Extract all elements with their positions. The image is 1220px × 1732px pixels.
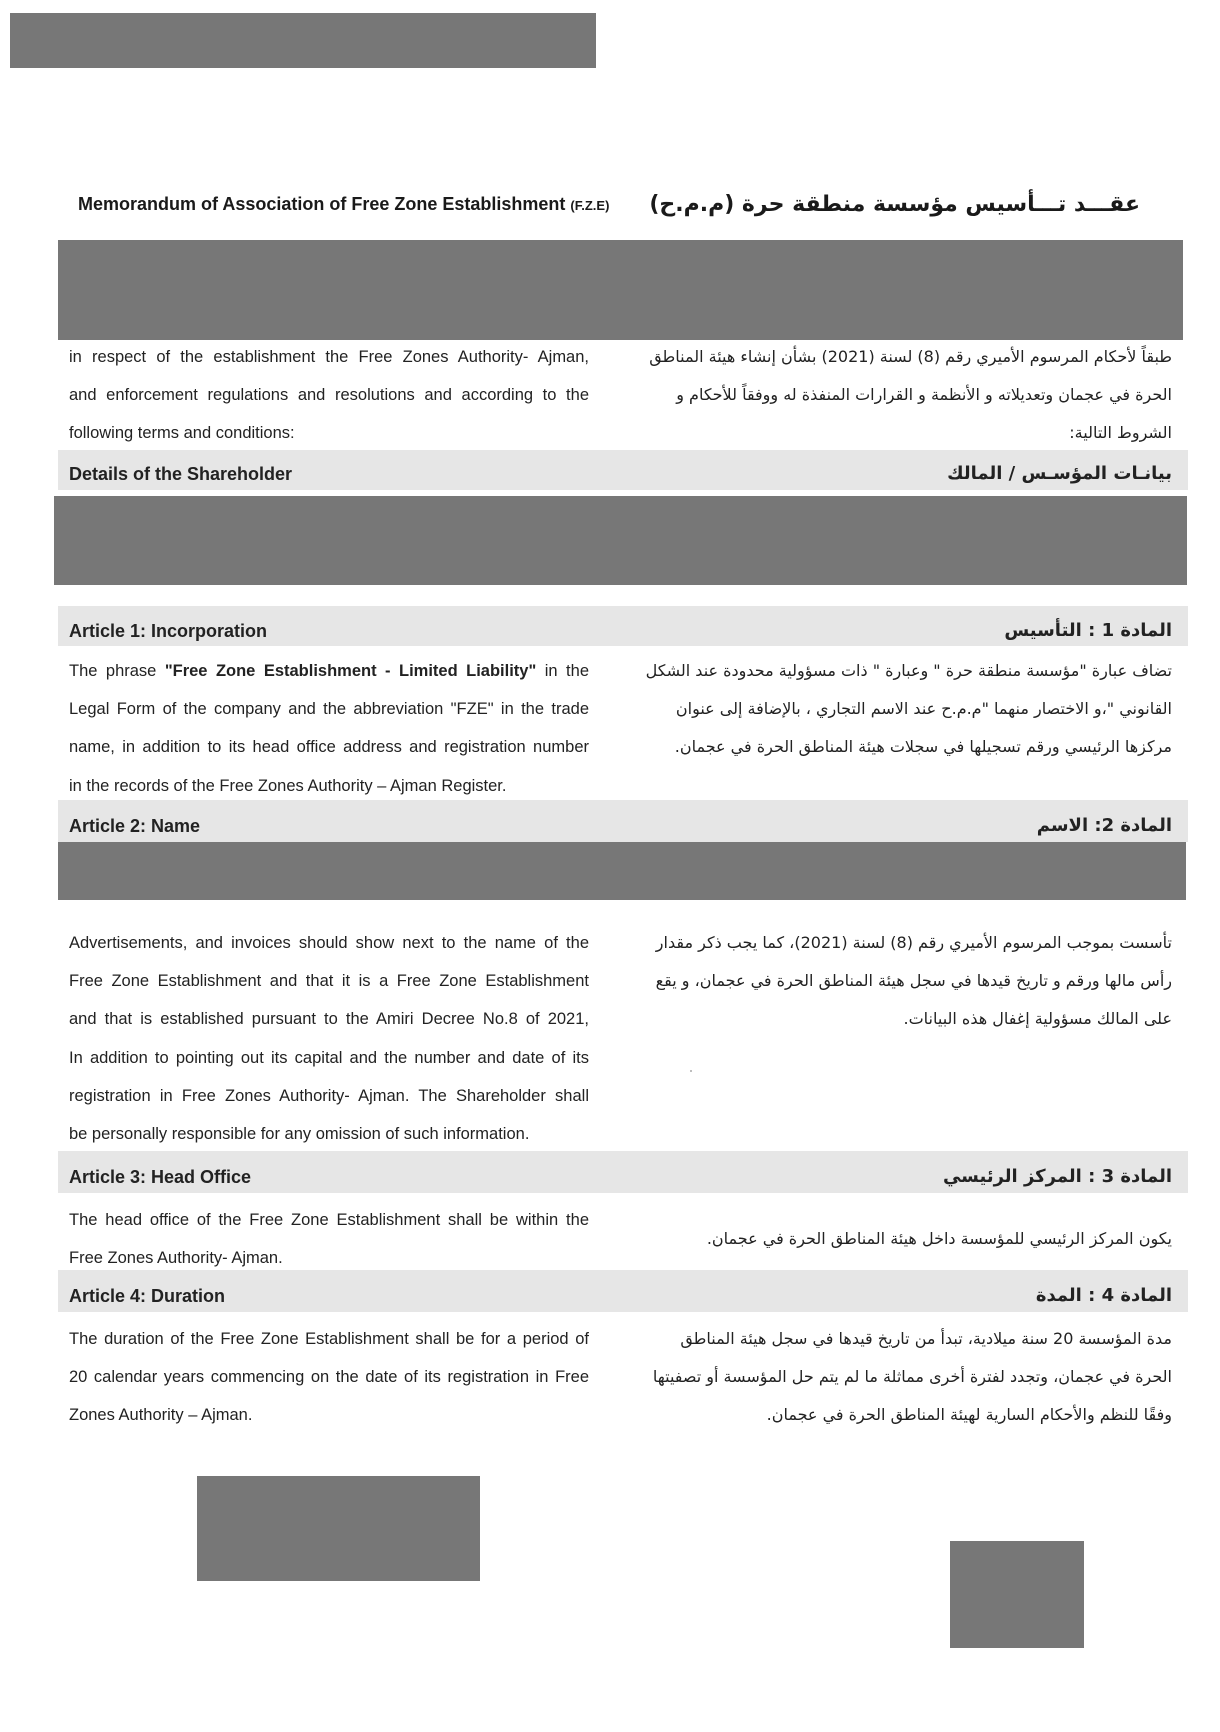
article1-heading-ar: المادة 1 : التأسيس (1004, 620, 1172, 641)
intro-ar-line: الحرة في عجمان وتعديلاته و الأنظمة و القرارات المنفذة له ووفقاً للأحكام و (676, 385, 1172, 405)
intro-en-line: following terms and conditions: (69, 424, 295, 443)
title-en-text: Memorandum of Association of Free Zone Establishment (78, 194, 566, 214)
article3-heading-ar: المادة 3 : المركز الرئيسي (942, 1166, 1172, 1187)
document-title-en (78, 194, 609, 215)
article3-heading-en: Article 3: Head Office (69, 1167, 252, 1187)
article1-en-line: in the records of the Free Zones Authority – Ajman Register. (69, 776, 507, 795)
article4-en-line: The duration of the Free Zone Establishment shall be for a period of (69, 1330, 589, 1348)
article1-heading-en: Article 1: Incorporation (69, 621, 268, 641)
intro-en-line: and enforcement regulations and resolutions and according to the (69, 386, 589, 405)
scan-speck (690, 1070, 692, 1072)
article3-text-en (69, 1201, 589, 1277)
article1-en-post: in the (536, 662, 589, 680)
article4-ar-line: مدة المؤسسة 20 سنة ميلادية، تبدأ من تاريخ قيدها في سجل هيئة المناطق (680, 1329, 1172, 1348)
article4-heading-ar: المادة 4 : المدة (1035, 1285, 1172, 1306)
article1-en-line: Legal Form of the company and the abbreviation "FZE" in the trade (69, 700, 589, 719)
redacted-stamp-block (950, 1541, 1084, 1648)
article4-heading-en: Article 4: Duration (69, 1286, 226, 1306)
title-en-abbr: (F.Z.E) (570, 198, 610, 213)
redacted-header-block (10, 13, 596, 68)
intro-ar-line: طبقاً لأحكام المرسوم الأميري رقم (8) لسنة (2021) بشأن إنشاء هيئة المناطق (649, 347, 1172, 366)
article2-en-line: Advertisements, and invoices should show next to the name of the (69, 934, 589, 952)
article1-ar-line: تضاف عبارة "مؤسسة منطقة حرة " وعبارة " ذات مسؤولية محدودة عند الشكل (645, 661, 1172, 680)
article4-en-line: 20 calendar years commencing on the date of its registration in Free (69, 1368, 589, 1387)
document-title-ar: عقـــد تـــأسيس مؤسسة منطقة حرة (م.م.ح) (649, 192, 1140, 217)
redacted-preamble-block (58, 240, 1183, 340)
redacted-shareholder-block (54, 496, 1187, 585)
article4-text-en (69, 1320, 589, 1435)
article2-en-line: and that is established pursuant to the Amiri Decree No.8 of 2021, (69, 1010, 589, 1029)
article2-en-line: be personally responsible for any omission of such information. (69, 1124, 530, 1143)
article3-text-ar (632, 1220, 1172, 1258)
article4-en-line: Zones Authority – Ajman. (69, 1406, 253, 1425)
article2-ar-line: رأس مالها ورقم و تاريخ قيدها في سجل هيئة المناطق الحرة في عجمان، و يقع (655, 971, 1172, 991)
article3-ar-line: يكون المركز الرئيسي للمؤسسة داخل هيئة المناطق الحرة في عجمان. (706, 1229, 1172, 1248)
article1-text-en (69, 652, 589, 805)
article1-en-line-first (69, 652, 589, 690)
shareholder-heading-en: Details of the Shareholder (69, 464, 293, 484)
article2-ar-line: على المالك مسؤولية إغفال هذه البيانات. (903, 1009, 1172, 1029)
article2-heading-band (58, 800, 1188, 842)
redacted-signature-block (197, 1476, 480, 1581)
article2-en-line: registration in Free Zones Authority- Ajman. The Shareholder shall (69, 1086, 589, 1105)
article1-text-ar (632, 652, 1172, 767)
article1-ar-line: القانوني "،و الاختصار منهما "م.م.ح عند الاسم التجاري ، بالإضافة إلى عنوان (675, 699, 1172, 719)
article3-en-line: The head office of the Free Zone Establishment shall be within the (69, 1211, 589, 1229)
article2-heading-en: Article 2: Name (69, 816, 201, 836)
article2-text-ar (632, 924, 1172, 1039)
article2-en-line: Free Zone Establishment and that it is a Free Zone Establishment (69, 972, 589, 991)
article2-heading-ar: المادة 2: الاسم (1036, 815, 1172, 836)
article2-text-en (69, 924, 589, 1153)
article2-ar-line: تأسست بموجب المرسوم الأميري رقم (8) لسنة (2021)، كما يجب ذكر مقدار (655, 933, 1172, 952)
redacted-name-block (58, 842, 1186, 900)
article1-en-pre: The phrase (69, 662, 165, 680)
article4-text-ar (632, 1320, 1172, 1435)
article1-en-line: name, in addition to its head office address and registration number (69, 738, 589, 757)
article4-ar-line: الحرة في عجمان، وتجدد لفترة أخرى مماثلة ما لم يتم حل المؤسسة أو تصفيتها (652, 1367, 1172, 1387)
intro-en (69, 338, 589, 453)
shareholder-heading-ar: بيانـات المؤسـس / المالك (947, 463, 1172, 484)
article4-heading-band (58, 1270, 1188, 1312)
intro-ar-line: الشروط التالية: (1069, 423, 1172, 443)
article2-en-line: In addition to pointing out its capital and the number and date of its (69, 1048, 589, 1067)
article1-ar-line: مركزها الرئيسي ورقم تسجيلها في سجلات هيئة المناطق الحرة في عجمان. (674, 737, 1172, 757)
article1-en-bold-phrase: "Free Zone Establishment - Limited Liability" (164, 662, 537, 680)
article3-en-line: Free Zones Authority- Ajman. (69, 1249, 283, 1268)
article4-ar-line: وفقًا للنظم والأحكام السارية لهيئة المناطق الحرة في عجمان. (766, 1405, 1172, 1425)
intro-ar (632, 338, 1172, 453)
intro-en-line: in respect of the establishment the Free Zones Authority- Ajman, (69, 348, 589, 366)
